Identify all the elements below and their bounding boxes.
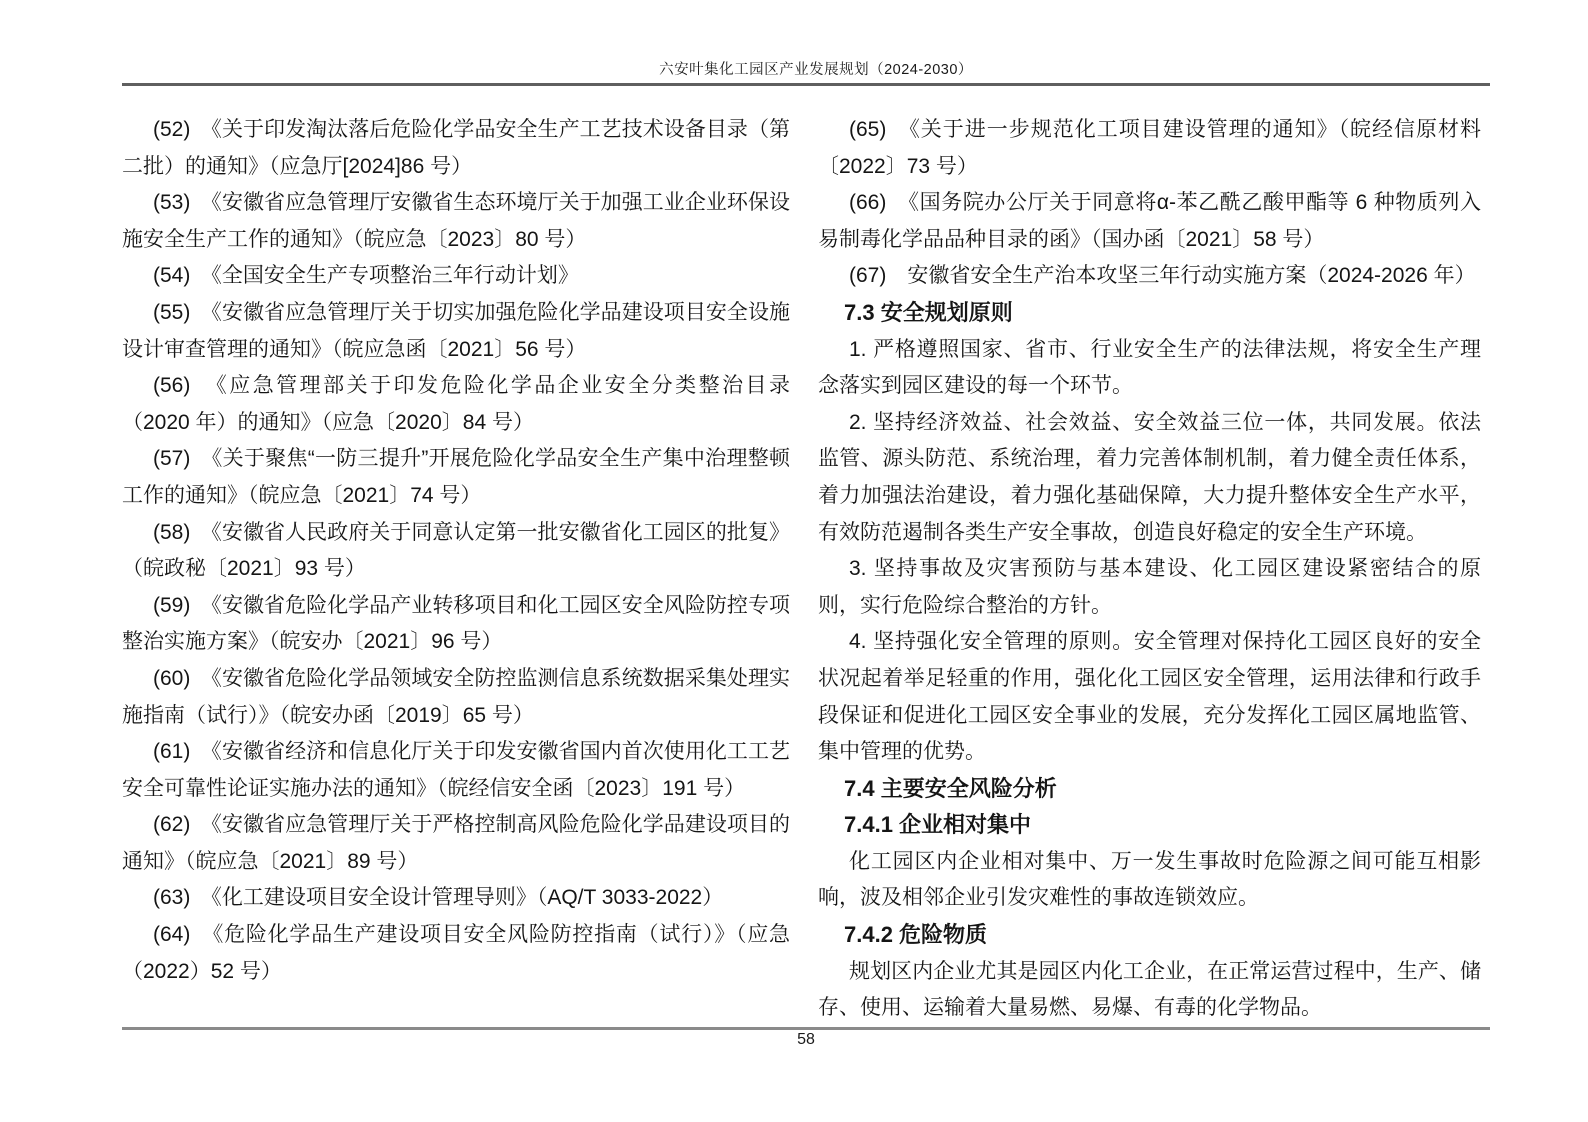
reference-item: (67) 安徽省安全生产治本攻坚三年行动实施方案（2024-2026 年） — [849, 264, 1476, 288]
reference-item: (63) 《化工建设项目安全设计管理导则》（AQ/T 3033-2022） — [153, 886, 724, 910]
reference-item: (59) 《安徽省危险化学品产业转移项目和化工园区安全风险防控专项整治实施方案》（皖安办〔2021〕96 号） — [122, 593, 790, 654]
section-heading-7-4-2: 7.4.2 危险物质 — [844, 922, 988, 948]
reference-item: (54) 《全国安全生产专项整治三年行动计划》 — [153, 264, 579, 288]
section-heading-7-4: 7.4 主要安全风险分析 — [844, 775, 1057, 801]
reference-item: (64) 《危险化学品生产建设项目安全风险防控指南（试行）》（应急（2022）52 号） — [122, 923, 790, 983]
reference-item: (61) 《安徽省经济和信息化厅关于印发安徽省国内首次使用化工工艺安全可靠性论证实施办法的通知》（皖经信安全函〔2023〕191 号） — [122, 740, 790, 800]
reference-item: (52) 《关于印发淘汰落后危险化学品安全生产工艺技术设备目录（第二批）的通知》（应急厅[2024]86 号） — [122, 118, 790, 178]
page-number: 58 — [797, 1031, 815, 1048]
reference-item: (65) 《关于进一步规范化工项目建设管理的通知》（皖经信原材料〔2022〕73 号） — [818, 118, 1481, 178]
header-rule — [122, 83, 1490, 86]
reference-item: (60) 《安徽省危险化学品领域安全防控监测信息系统数据采集处理实施指南（试行）》（皖安办函〔2019〕65 号） — [122, 666, 790, 727]
body-paragraph: 2. 坚持经济效益、社会效益、安全效益三位一体，共同发展。依法监管、源头防范、系统治理，着力完善体制机制，着力健全责任体系，着力加强法治建设，着力强化基础保障，大力提升整体安全生产水平，有效防范遏制各类生产安全事故，创造良好稳定的安全生产环境。 — [818, 410, 1481, 544]
reference-item: (56) 《应急管理部关于印发危险化学品企业安全分类整治目录（2020 年）的通知》（应急〔2020〕84 号） — [122, 374, 790, 434]
right-column — [818, 112, 1481, 1027]
body-paragraph: 3. 坚持事故及灾害预防与基本建设、化工园区建设紧密结合的原则，实行危险综合整治的方针。 — [818, 557, 1481, 617]
left-column — [122, 112, 790, 990]
body-paragraph: 1. 严格遵照国家、省市、行业安全生产的法律法规，将安全生产理念落实到园区建设的每一个环节。 — [818, 337, 1481, 398]
reference-item: (53) 《安徽省应急管理厅安徽省生态环境厅关于加强工业企业环保设施安全生产工作的通知》（皖应急〔2023〕80 号） — [122, 191, 790, 251]
reference-item: (58) 《安徽省人民政府关于同意认定第一批安徽省化工园区的批复》（皖政秘〔2021〕93 号） — [122, 520, 790, 581]
reference-item: (55) 《安徽省应急管理厅关于切实加强危险化学品建设项目安全设施设计审查管理的通知》（皖应急函〔2021〕56 号） — [122, 300, 790, 361]
reference-item: (57) 《关于聚焦“一防三提升”开展危险化学品安全生产集中治理整顿工作的通知》（皖应急〔2021〕74 号） — [122, 447, 790, 507]
section-heading-7-4-1: 7.4.1 企业相对集中 — [844, 812, 1032, 838]
reference-item: (62) 《安徽省应急管理厅关于严格控制高风险危险化学品建设项目的通知》（皖应急〔2021〕89 号） — [122, 813, 790, 873]
document-header-title: 六安叶集化工园区产业发展规划（2024-2030） — [659, 62, 973, 78]
footer-rule — [122, 1027, 1490, 1030]
body-paragraph: 化工园区内企业相对集中、万一发生事故时危险源之间可能互相影响，波及相邻企业引发灾难性的事故连锁效应。 — [818, 849, 1481, 910]
body-paragraph: 4. 坚持强化安全管理的原则。安全管理对保持化工园区良好的安全状况起着举足轻重的作用，强化化工园区安全管理，运用法律和行政手段保证和促进化工园区安全事业的发展，充分发挥化工园区属地监管、集中管理的优势。 — [818, 630, 1481, 764]
section-heading-7-3: 7.3 安全规划原则 — [844, 299, 1013, 325]
body-paragraph: 规划区内企业尤其是园区内化工企业，在正常运营过程中，生产、储存、使用、运输着大量易燃、易爆、有毒的化学物品。 — [818, 959, 1481, 1020]
reference-item: (66) 《国务院办公厅关于同意将α-苯乙酰乙酸甲酯等 6 种物质列入易制毒化学品品种目录的函》（国办函〔2021〕58 号） — [818, 191, 1481, 251]
